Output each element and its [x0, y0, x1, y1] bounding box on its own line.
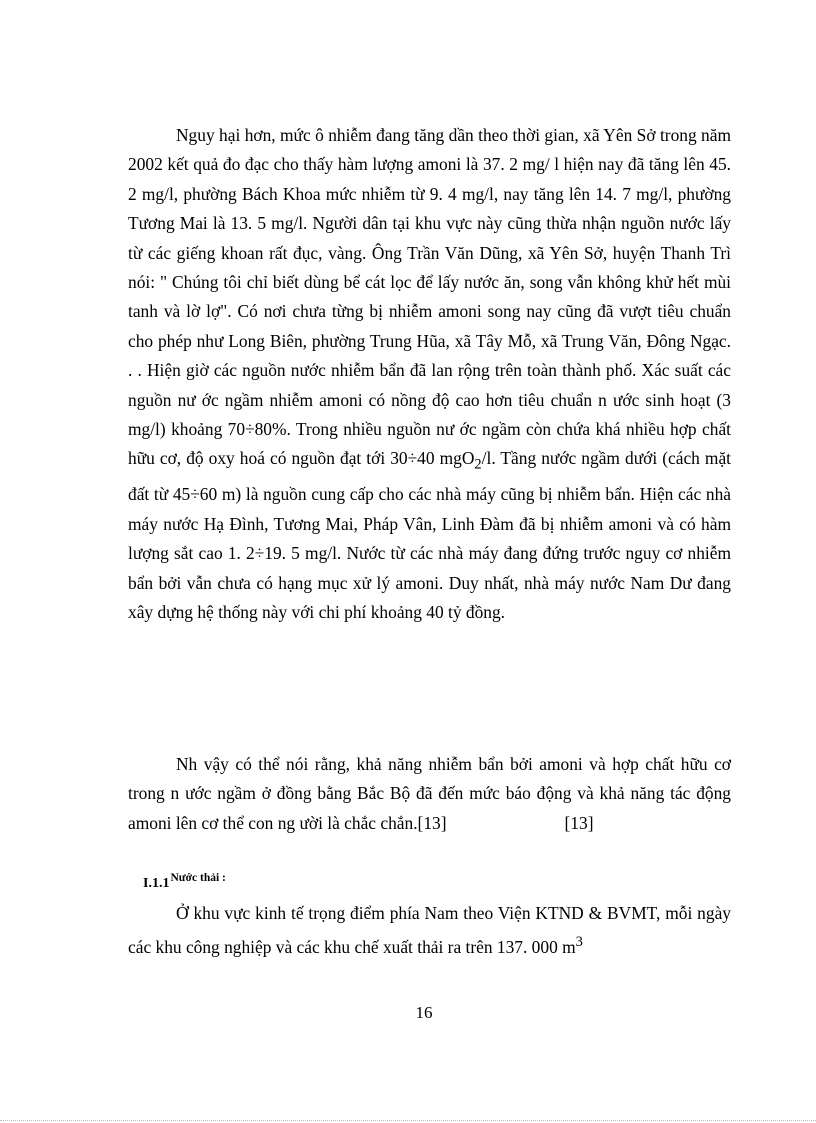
page-number: 16	[415, 1003, 433, 1022]
paragraph-conclusion	[128, 750, 731, 838]
superscript-3: 3	[575, 934, 583, 951]
paragraph-text	[128, 121, 731, 627]
section-heading	[143, 868, 226, 894]
paragraph-text	[128, 899, 731, 963]
paragraph-text-part-1: Nguy hại hơn, mức ô nhiễm đang tăng dần theo thời gian, xã Yên Sở trong năm 2002 kết quả đo đạc cho thấy hàm lượng amoni là 37. 2 mg/ l hiện nay đã tăng lên 45. 2 mg/l, phường Bách Khoa mức nhiễm từ 9. 4 mg/l, nay tăng lên 14. 7 mg/l, phường Tương Mai là 13. 5 mg/l. Người dân tại khu vực này cũng thừa nhận nguồn nước lấy từ các giếng khoan rất đục, vàng. Ông Trần Văn Dũng, xã Yên Sở, huyện Thanh Trì nói: " Chúng tôi chỉ biết dùng bể cát lọc để lấy nước ăn, song vẫn không khử hết mùi tanh và lờ lợ". Có nơi chưa từng bị nhiễm amoni song nay cũng đã vượt tiêu chuẩn cho phép như Long Biên, phường Trung Hũa, xã Tây Mỗ, xã Trung Văn, Đông Ngạc. . . Hiện giờ các nguồn nước nhiễm bẩn đã lan rộng trên toàn thành phố. Xác suất các nguồn nư ớc ngầm nhiễm amoni có nồng độ cao hơn tiêu chuẩn n ước sinh hoạt (3 mg/l) khoảng 70÷80%. Trong nhiều nguồn nư ớc ngầm còn chứa khá nhiều hợp chất hữu cơ, độ oxy hoá có nguồn đạt tới 30÷40 mgO	[128, 125, 731, 469]
section-title: Nước thải :	[170, 872, 226, 884]
wastewater-text: Ở khu vực kinh tế trọng điểm phía Nam theo Viện KTND & BVMT, mỗi ngày các khu công nghiệp và các khu chế xuất thải ra trên 137. 000 m	[128, 903, 731, 958]
section-number: I.1.1	[143, 876, 170, 891]
paragraph-ammonia-pollution	[128, 121, 731, 627]
paragraph-wastewater	[128, 899, 731, 963]
paragraph-text-part-2: /l. Tầng nước ngầm dưới (cách mặt đất từ 45÷60 m) là nguồn cung cấp cho các nhà máy cũng bị nhiễm bẩn. Hiện các nhà máy nước Hạ Đình, Tương Mai, Pháp Vân, Linh Đàm đã bị nhiễm amoni và có hàm lượng sắt cao 1. 2÷19. 5 mg/l. Nước từ các nhà máy đang đứng trước nguy cơ nhiễm bẩn bởi vẫn chưa có hạng mục xử lý amoni. Duy nhất, nhà máy nước Nam Dư đang xây dựng hệ thống này với chi phí khoảng 40 tỷ đồng.	[128, 448, 732, 622]
conclusion-text: Nh vậy có thể nói rằng, khả năng nhiễm bẩn bởi amoni và hợp chất hữu cơ trong n ước ngầm ở đồng bằng Bắc Bộ đã đến mức báo động và khả năng tác động amoni lên cơ thể con ng ười là chắc chắn.[13]	[128, 754, 731, 833]
reference-citation: [13]	[564, 812, 594, 833]
page-bottom-divider	[0, 1120, 816, 1121]
paragraph-text	[128, 750, 731, 838]
subscript-2: 2	[474, 456, 482, 473]
